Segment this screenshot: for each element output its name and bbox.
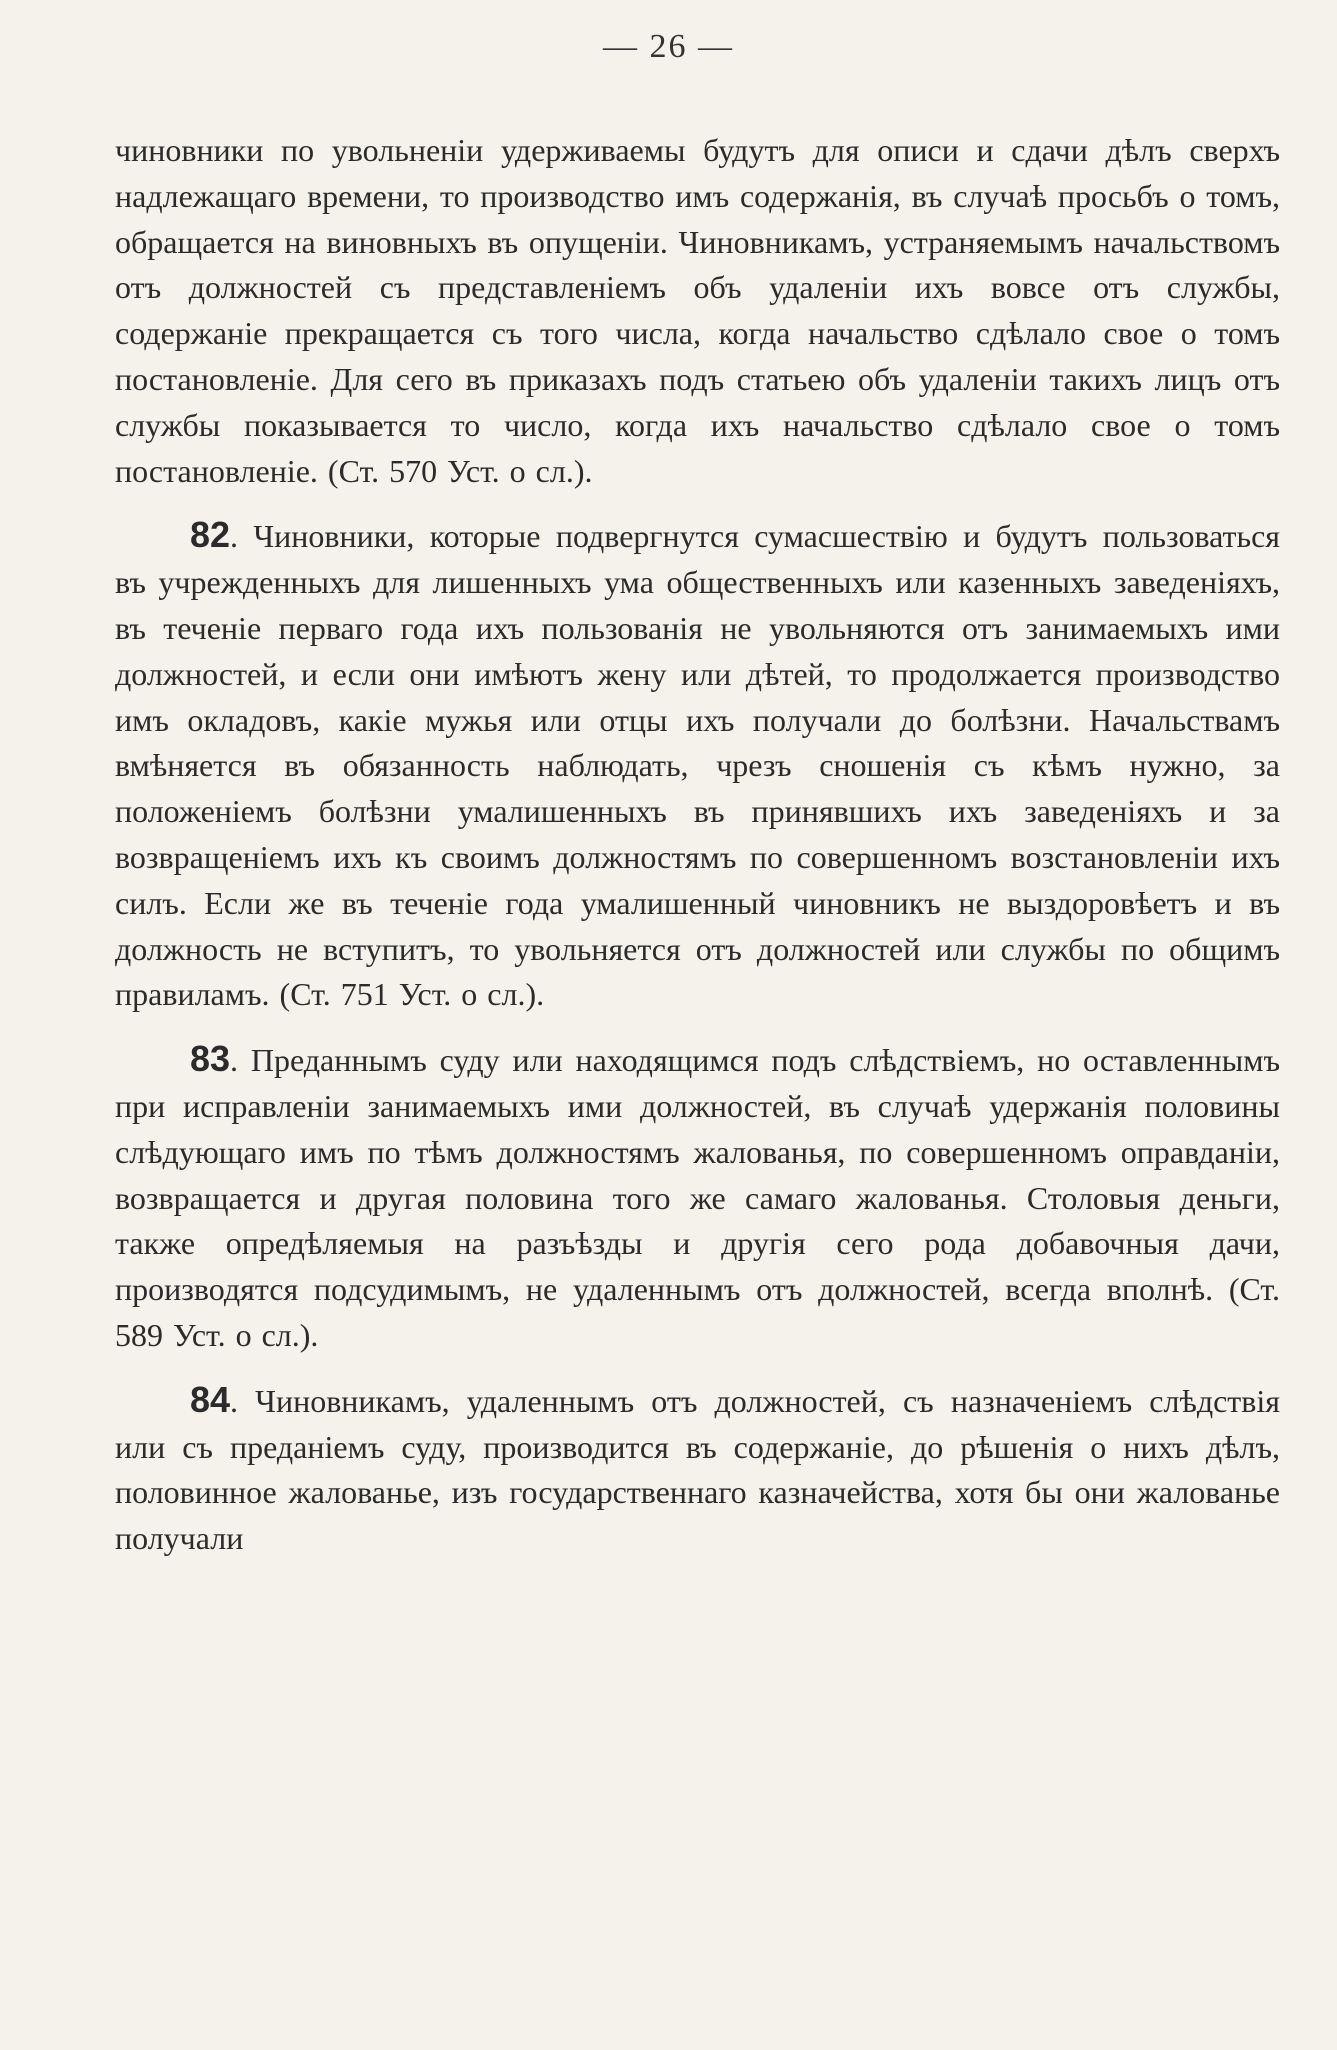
- article-83: [115, 1036, 1280, 1359]
- paragraph-text: . Чиновники, которые подвергнутся сумасшествію и будутъ пользоваться въ учрежденныхъ для лишенныхъ ума общественныхъ или казенныхъ заведеніяхъ, въ теченіе перваго года ихъ пользованія не увольняются отъ занимаемыхъ ими должностей, и если они имѣютъ жену или дѣтей, то продолжается производство имъ окладовъ, какіе мужья или отцы ихъ получали до болѣзни. Начальствамъ вмѣняется въ обязанность наблюдать, чрезъ сношенія съ кѣмъ нужно, за положеніемъ болѣзни умалишенныхъ въ принявшихъ ихъ заведеніяхъ и за возвращеніемъ ихъ къ своимъ должностямъ по совершенномъ возстановленіи ихъ силъ. Если же въ теченіе года умалишенный чиновникъ не выздоровѣетъ и въ должность не вступитъ, то увольняется отъ должностей или службы по общимъ правиламъ. (Ст. 751 Уст. о сл.).: [115, 518, 1280, 1013]
- article-number: 84: [190, 1378, 231, 1420]
- article-number: 82: [190, 514, 231, 556]
- article-number: 83: [190, 1038, 231, 1080]
- article-84: [115, 1377, 1280, 1562]
- paragraph-text: . Преданнымъ суду или находящимся подъ слѣдствіемъ, но оставленнымъ при исправленіи занимаемыхъ ими должностей, въ случаѣ удержанія половины слѣдующаго имъ по тѣмъ должностямъ жалованья, по совершенномъ оправданіи, возвращается и другая половина того же самаго жалованья. Столовыя деньги, также опредѣляемыя на разъѣзды и другія сего рода добавочныя дачи, производятся подсудимымъ, не удаленнымъ отъ должностей, всегда вполнѣ. (Ст. 589 Уст. о сл.).: [115, 1042, 1280, 1353]
- paragraph-text: . Чиновникамъ, удаленнымъ отъ должностей, съ назначеніемъ слѣдствія или съ преданіемъ суду, производится въ содержаніе, до рѣшенія о нихъ дѣлъ, половинное жалованье, изъ государственнаго казначейства, хотя бы они жалованье получали: [115, 1382, 1280, 1557]
- page-text: [115, 128, 1280, 1580]
- paragraph-text: чиновники по увольненіи удерживаемы будутъ для описи и сдачи дѣлъ сверхъ надлежащаго времени, то производство имъ содержанія, въ случаѣ просьбъ о томъ, обращается на виновныхъ въ опущеніи. Чиновникамъ, устраняемымъ начальствомъ отъ должностей съ представленіемъ объ удаленіи ихъ вовсе отъ службы, содержаніе прекращается съ того числа, когда начальство сдѣлало свое о томъ постановленіе. Для сего въ приказахъ подъ статьею объ удаленіи такихъ лицъ отъ службы показывается то число, когда ихъ начальство сдѣлало свое о томъ постановленіе. (Ст. 570 Уст. о сл.).: [115, 132, 1280, 489]
- paragraph-continued: [115, 128, 1280, 494]
- article-82: [115, 512, 1280, 1018]
- page-number: — 26 —: [603, 28, 734, 65]
